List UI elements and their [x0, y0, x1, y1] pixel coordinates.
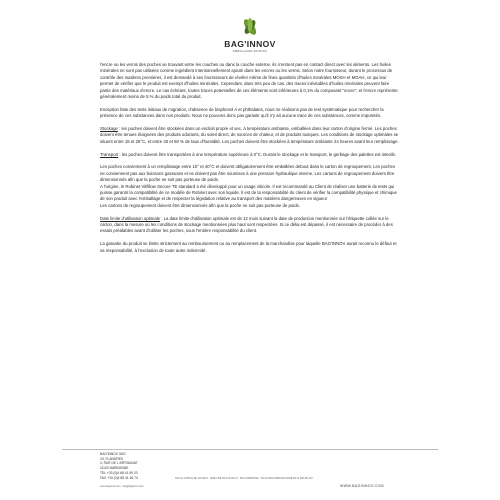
- footer-divider: [62, 449, 438, 450]
- storage-text: : les poches doivent être stockées dans un endroit propre et sec, à température ambiante, emballées dans leur carton d'origine fermé. Les poches doivent être tenues éloignées des produits odorants, du soleil direct, de sources de chaleur, et de produits toxiques. Les conditions de stockage optimales se situent entre 15 et 25°C, et entre 40 et 60 % de taux d'humidité. Les poches doivent être stockées à température ambiante 24 heures avant leur remplissage.: [100, 126, 399, 144]
- transport-heading: Transport: [100, 151, 119, 157]
- address-line: FAX +33 (0)4 68 41 46 74: [100, 475, 138, 480]
- legal-mentions: SAS AU CAPITAL DE 100 000 € - SIRET 398 391 215 000 21 - RCS NARBONNE - TVA INTRACOMMUNAUTAIRE FR 24 398 391 215: [175, 478, 313, 480]
- paragraph-warranty: La garantie du produit se limite strictement au remboursement ou au remplacement de la marchandise pour laquelle BAG'INNOV aurait reconnu le défaut et sa responsabilité, à l'exclusion de toute autre indemnité.: [100, 241, 397, 253]
- address-line: BAG'INNOV SAS: [100, 452, 126, 456]
- leaf-logo-icon: [239, 16, 261, 38]
- address-line: 11100 NARBONNE: [100, 466, 129, 471]
- footer-contact: www.baginnov.com · bag@baginnov.com: [100, 485, 144, 488]
- paragraph-exceptions: Exception faite des tests initiaux de migration, d'absence de bisphenol A et phthalates, nous ne réalisons pas de test systématique pour rechercher la présence de ces substances dans nos produits. Nous ne pouvons donc pas garantir qu'il n'y ait aucune trace de ces substances, comme impuretés.: [100, 106, 384, 119]
- best-before-heading: Date limite d'utilisation optimale: [100, 215, 161, 221]
- company-logo: [0, 16, 500, 53]
- website-link[interactable]: WWW.BAGINNOV.COM: [340, 484, 384, 488]
- paragraph-best-before: [100, 216, 400, 235]
- paragraph-transport: [100, 152, 400, 158]
- company-address: [100, 452, 138, 480]
- address-line: TEL +33 (0)4 68 41 99 20: [100, 470, 138, 475]
- document-body: [100, 62, 400, 260]
- address-line: 23, FLANDRES: [100, 456, 124, 461]
- storage-heading: Stockage: [100, 126, 118, 132]
- brand-tagline: EMBALLAGES SOUPLES: [232, 49, 268, 53]
- paragraph-storage: [100, 126, 400, 145]
- transport-text: : les poches doivent être transportées à une température supérieure à 0°C. Durant le stockage et le transport, le gerbage des palettes est interdit.: [118, 151, 396, 157]
- paragraph-cartons: Les cartons de regroupement doivent être dimensionnés afin que la poche ne soit pas porteuse de poids.: [100, 202, 300, 208]
- brand-name: BAG'INNOV: [224, 39, 276, 49]
- address-line: 4, RUE DE L'ARTISANAT: [100, 461, 138, 466]
- paragraph-mineral-oils: l'encre ou les vernis des poches se trouvant entre les couches ou dans la couche externe, ils n'entrent pas en contact direct avec les aliments. Les huiles minérales ne sont pas utilisées comme ingrédient intentionnellement ajouté dans les encres ou les vernis. Selon notre fournisseur, durant le processus de contrôle des matières premières, il est demandé à ses fournisseurs de révéler même de fines quantités d'huiles minérales MOSH et MOAH, ce qui leur permet de vérifier que le produit est exempt d'huiles minérales. Cependant, dans très peu de cas, des traces inévitables d'huiles minérales peuvent faire partie des matériaux d'encre. Le cas échéant, toutes traces potentielles de ces éléments sont inférieures à 0,1% du composant "encre", et l'encre représente généralement moins de 5 % du poids total du produit.: [100, 62, 398, 100]
- paragraph-filling: Les poches conviennent à un remplissage entre 10° et 40°C et doivent obligatoirement être emballées debout dans le carton de regroupement. Les poches ne conviennent pas aux boissons gazeuses et ne doivent pas être soumises à une pression hydraulique interne. Les cartons de regroupement doivent être dimensionnés afin que la poche ne soit pas porteuse de poids.: [100, 164, 396, 183]
- paragraph-tap: A l'origine, le Robinet Vitfillow Secure TE standard a été développé pour un usage viticole. Il est recommandé au Client de réaliser une batterie de tests qui puisse garantir la compatibilité de ce modèle de Robinet avec son liquide. Il est de la responsabilité du client de vérifier la compatibilité physique et chimique de son produit avec l'emballage et de respecter la législation relative au transport des matières dangereuses en vigueur: [100, 183, 397, 202]
- best-before-text: : La date limite d'utilisation optimale est de 12 mois suivant la date de production mentionnée sur l'étiquette collée sur le carton, dans la mesure où les conditions de stockage mentionnées plus haut sont respectées. Si ce délai est dépassé, il est nécessaire de procéder à des essais préalables avant d'utiliser les poches, sous l'entière responsabilité du client.: [100, 215, 393, 234]
